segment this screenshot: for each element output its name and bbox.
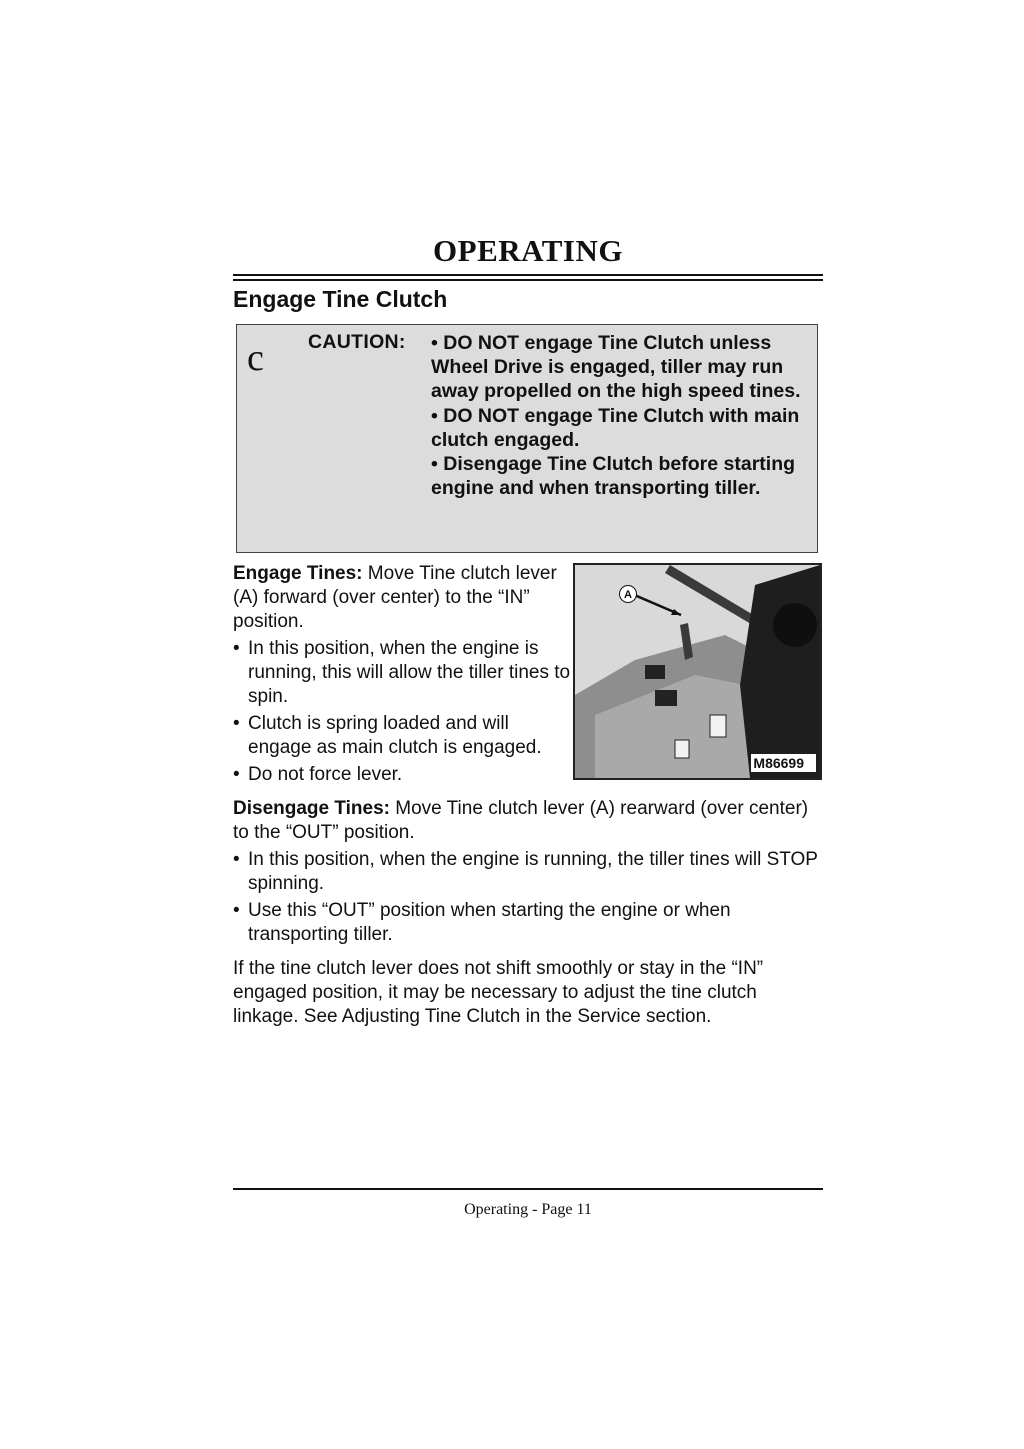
list-item: • In this position, when the engine is running, the tiller tines will STOP spinning. [233,848,823,896]
figure-label: M86699 [751,754,816,772]
engage-lead: Engage Tines: [233,563,363,584]
tiller-clutch-photo [573,563,822,780]
caution-label: CAUTION: [308,331,406,353]
caution-text [431,331,811,500]
page-footer: Operating - Page 11 [464,1201,592,1218]
engage-bullets [233,637,573,787]
section-heading: Engage Tine Clutch [233,286,448,312]
disengage-bullets [233,848,823,947]
engage-text: Move Tine clutch lever (A) forward (over center) to the “IN” position. [233,563,557,632]
tiller-illustration [575,565,820,778]
caution-item: • Disengage Tine Clutch before starting engine and when transporting tiller. [431,453,796,500]
list-item: • Do not force lever. [233,763,573,787]
list-item: • Use this “OUT” position when starting the engine or when transporting tiller. [233,899,823,947]
title-double-rule [233,274,823,283]
footer-rule [233,1188,823,1190]
callout-a-label: A [619,585,637,603]
caution-symbol-icon: c [247,337,264,379]
adjustment-note: If the tine clutch lever does not shift smoothly or stay in the “IN” engaged position, it may be necessary to adjust the tine clutch linkage. See Adjusting Tine Clutch in the Service section. [233,958,764,1027]
list-item: • Clutch is spring loaded and will engage as main clutch is engaged. [233,712,573,760]
disengage-paragraph [233,797,823,845]
list-item: • In this position, when the engine is running, this will allow the tiller tines to spin. [233,637,573,709]
disengage-tines-section [233,797,823,950]
caution-item: • DO NOT engage Tine Clutch unless Wheel Drive is engaged, tiller may run away propelled on the high speed tines. [431,332,801,403]
caution-item: • DO NOT engage Tine Clutch with main clutch engaged. [431,404,800,451]
engage-tines-section [233,562,573,790]
disengage-text: Move Tine clutch lever (A) rearward (over center) to the “OUT” position. [233,798,809,843]
disengage-lead: Disengage Tines: [233,798,390,819]
page-title: OPERATING [433,233,623,268]
engage-paragraph [233,562,573,634]
caution-box [236,324,818,553]
